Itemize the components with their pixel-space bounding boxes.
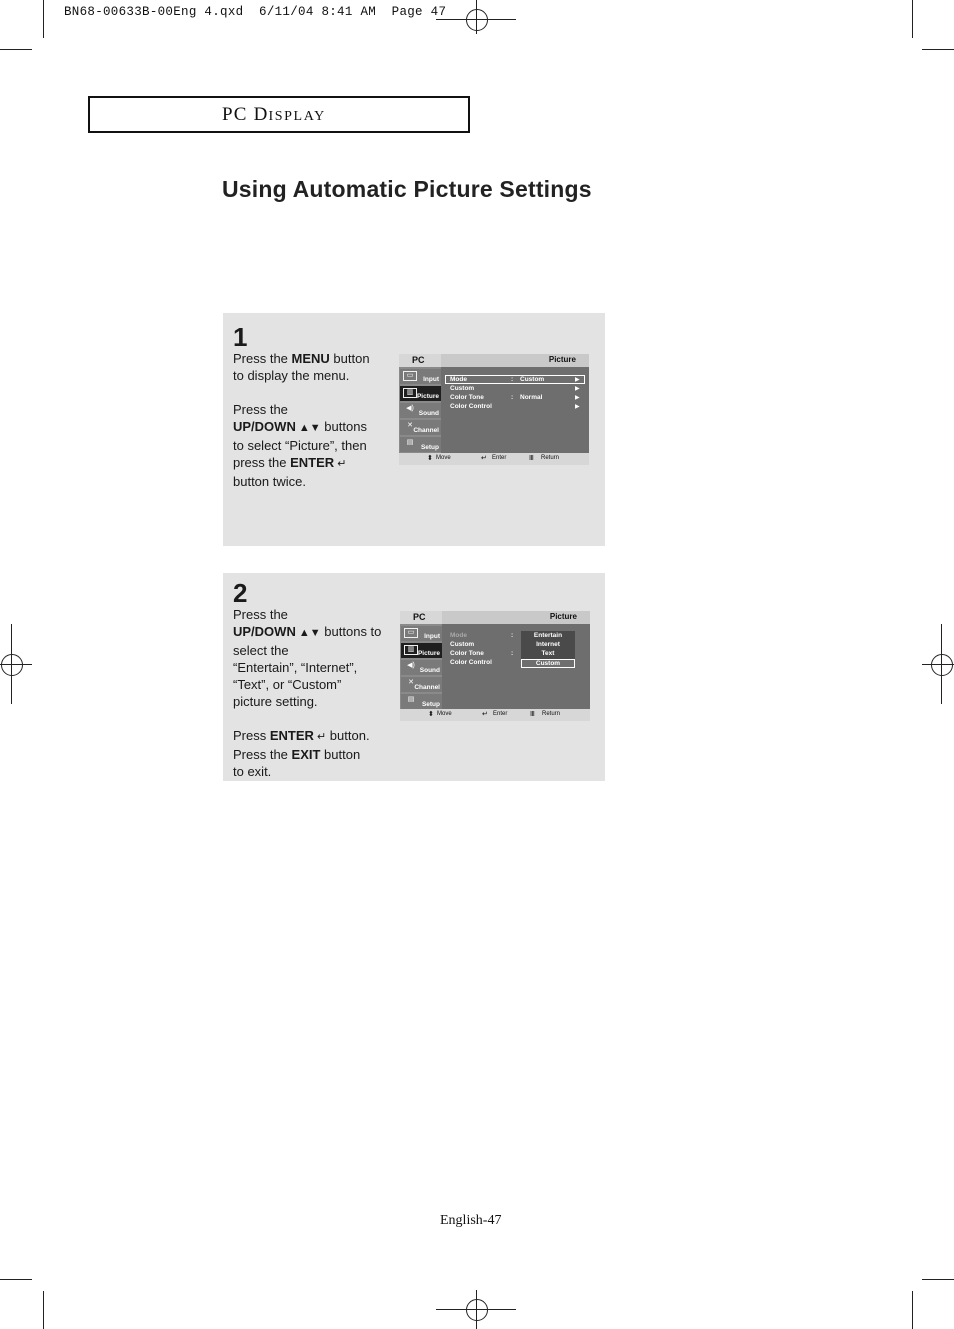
osd-row-label[interactable]: Color Tone — [450, 394, 484, 401]
crop-mark — [0, 1279, 32, 1280]
menu-icon: Ⅲ — [530, 711, 535, 718]
step-2-panel — [223, 573, 605, 781]
osd-sidebar — [399, 367, 441, 453]
print-slug: BN68-00633B-00Eng 4.qxd 6/11/04 8:41 AM Page 47 — [64, 5, 447, 19]
osd-row-label[interactable]: Color Control — [450, 403, 492, 410]
enter-icon: ↵ — [482, 711, 488, 718]
up-down-arrows-icon: ⬍ — [428, 711, 434, 718]
registration-mark-icon — [931, 654, 953, 676]
osd-row-value: Custom — [520, 376, 545, 383]
osd-help-bar: ⬍ Move ↵ Enter Ⅲ Return — [399, 453, 589, 465]
osd-picture-mode-menu: PC Picture ▭ Input ▥ Picture ◀) Sound ✕ Channel ▤ Setup Mode : Custom Color Tone : Color Control Entertain Internet Text Custom ⬍ Move ↵ Enter Ⅲ Return — [400, 611, 590, 721]
option-text[interactable]: Text — [541, 650, 555, 657]
option-custom[interactable]: Custom — [521, 659, 575, 668]
registration-mark-icon — [476, 1290, 477, 1329]
crop-mark — [912, 1291, 913, 1329]
input-icon: ▭ — [403, 371, 417, 381]
crop-mark — [922, 49, 954, 50]
enter-icon: ↵ — [334, 458, 347, 470]
section-title: PC DISPLAY — [222, 104, 326, 125]
step-1-panel — [223, 313, 605, 546]
osd-row-label[interactable]: Color Control — [450, 659, 492, 666]
picture-mode-dropdown[interactable] — [521, 631, 575, 668]
step-number: 1 — [233, 322, 248, 352]
osd-row-label[interactable]: Mode — [450, 376, 467, 383]
osd-pc-label: PC — [413, 612, 426, 622]
registration-mark-icon — [922, 664, 954, 665]
up-down-arrows-icon: ⬍ — [427, 455, 433, 462]
up-down-arrows-icon: ▲▼ — [295, 422, 321, 434]
registration-mark-icon — [941, 624, 942, 704]
crop-mark — [0, 49, 32, 50]
step-number: 2 — [233, 578, 248, 608]
setup-icon: ▤ — [406, 439, 414, 446]
up-down-arrows-icon: ▲▼ — [295, 627, 321, 639]
osd-picture-menu: PC Picture ▭ Input ▥ Picture ◀) Sound ✕ Channel ▤ Setup Mode : Custom ▶ Custom ▶ Color Tone : Normal ▶ Color Control ▶ ⬍ Move ↵ Enter Ⅲ Return — [399, 354, 589, 465]
osd-menu-setup[interactable]: ▤ Setup — [401, 694, 442, 709]
registration-mark-icon — [466, 9, 488, 31]
osd-row-value: Normal — [520, 394, 543, 401]
osd-menu-picture[interactable]: ▥ Picture — [400, 386, 441, 401]
option-internet[interactable]: Internet — [536, 641, 560, 648]
registration-mark-icon — [0, 664, 32, 665]
osd-row-label[interactable]: Mode — [450, 632, 467, 639]
registration-mark-icon — [476, 0, 477, 34]
menu-icon: Ⅲ — [529, 455, 534, 462]
osd-menu-channel[interactable]: ✕ Channel — [401, 677, 442, 692]
registration-mark-icon — [466, 1299, 488, 1321]
enter-icon: ↵ — [481, 455, 487, 462]
crop-mark — [43, 0, 44, 38]
antenna-icon: ✕ — [408, 679, 414, 686]
step-1-instructions: Press the MENU button to display the menu. Press the UP/DOWN ▲▼ buttons to select “Picture”, then press the ENTER ↵ button twice. — [233, 351, 370, 489]
osd-row-label[interactable]: Color Tone — [450, 650, 484, 657]
arrow-right-icon: ▶ — [575, 395, 580, 401]
crop-mark — [922, 1279, 954, 1280]
osd-title: Picture — [548, 355, 576, 364]
page-number: English-47 — [440, 1213, 502, 1228]
osd-row-label[interactable]: Custom — [450, 385, 475, 392]
osd-sidebar — [400, 624, 442, 709]
osd-menu-setup[interactable]: ▤ Setup — [400, 437, 441, 452]
antenna-icon: ✕ — [407, 422, 413, 429]
osd-menu-channel[interactable]: ✕ Channel — [400, 420, 441, 435]
enter-icon: ↵ — [313, 731, 327, 743]
arrow-right-icon: ▶ — [575, 404, 580, 410]
osd-pc-label: PC — [412, 355, 425, 365]
page-title: Using Automatic Picture Settings — [222, 176, 592, 202]
osd-help-bar: ⬍ Move ↵ Enter Ⅲ Return — [400, 709, 590, 721]
arrow-right-icon: ▶ — [575, 377, 580, 383]
input-icon: ▭ — [404, 628, 418, 638]
step-2-instructions: Press the UP/DOWN ▲▼ buttons to select the “Entertain”, “Internet”, “Text”, or “Custom” picture setting. Press ENTER ↵ button. Press the EXIT button to exit. — [233, 607, 382, 779]
arrow-right-icon: ▶ — [575, 386, 580, 392]
picture-icon: ▥ — [403, 388, 417, 398]
option-entertain[interactable]: Entertain — [533, 632, 563, 639]
picture-icon: ▥ — [404, 645, 418, 655]
speaker-icon: ◀) — [407, 662, 415, 669]
osd-menu-input[interactable]: ▭ Input — [400, 369, 441, 384]
osd-title: Picture — [549, 612, 577, 621]
osd-menu-picture[interactable]: ▥ Picture — [401, 643, 442, 658]
registration-mark-icon — [1, 654, 23, 676]
osd-menu-sound[interactable]: ◀) Sound — [400, 403, 441, 418]
osd-menu-sound[interactable]: ◀) Sound — [401, 660, 442, 675]
osd-menu-input[interactable]: ▭ Input — [401, 626, 442, 641]
setup-icon: ▤ — [407, 696, 415, 703]
osd-row-label[interactable]: Custom — [450, 641, 475, 648]
crop-mark — [43, 1291, 44, 1329]
section-header — [88, 96, 470, 133]
registration-mark-icon — [11, 624, 12, 704]
crop-mark — [912, 0, 913, 38]
speaker-icon: ◀) — [406, 405, 414, 412]
